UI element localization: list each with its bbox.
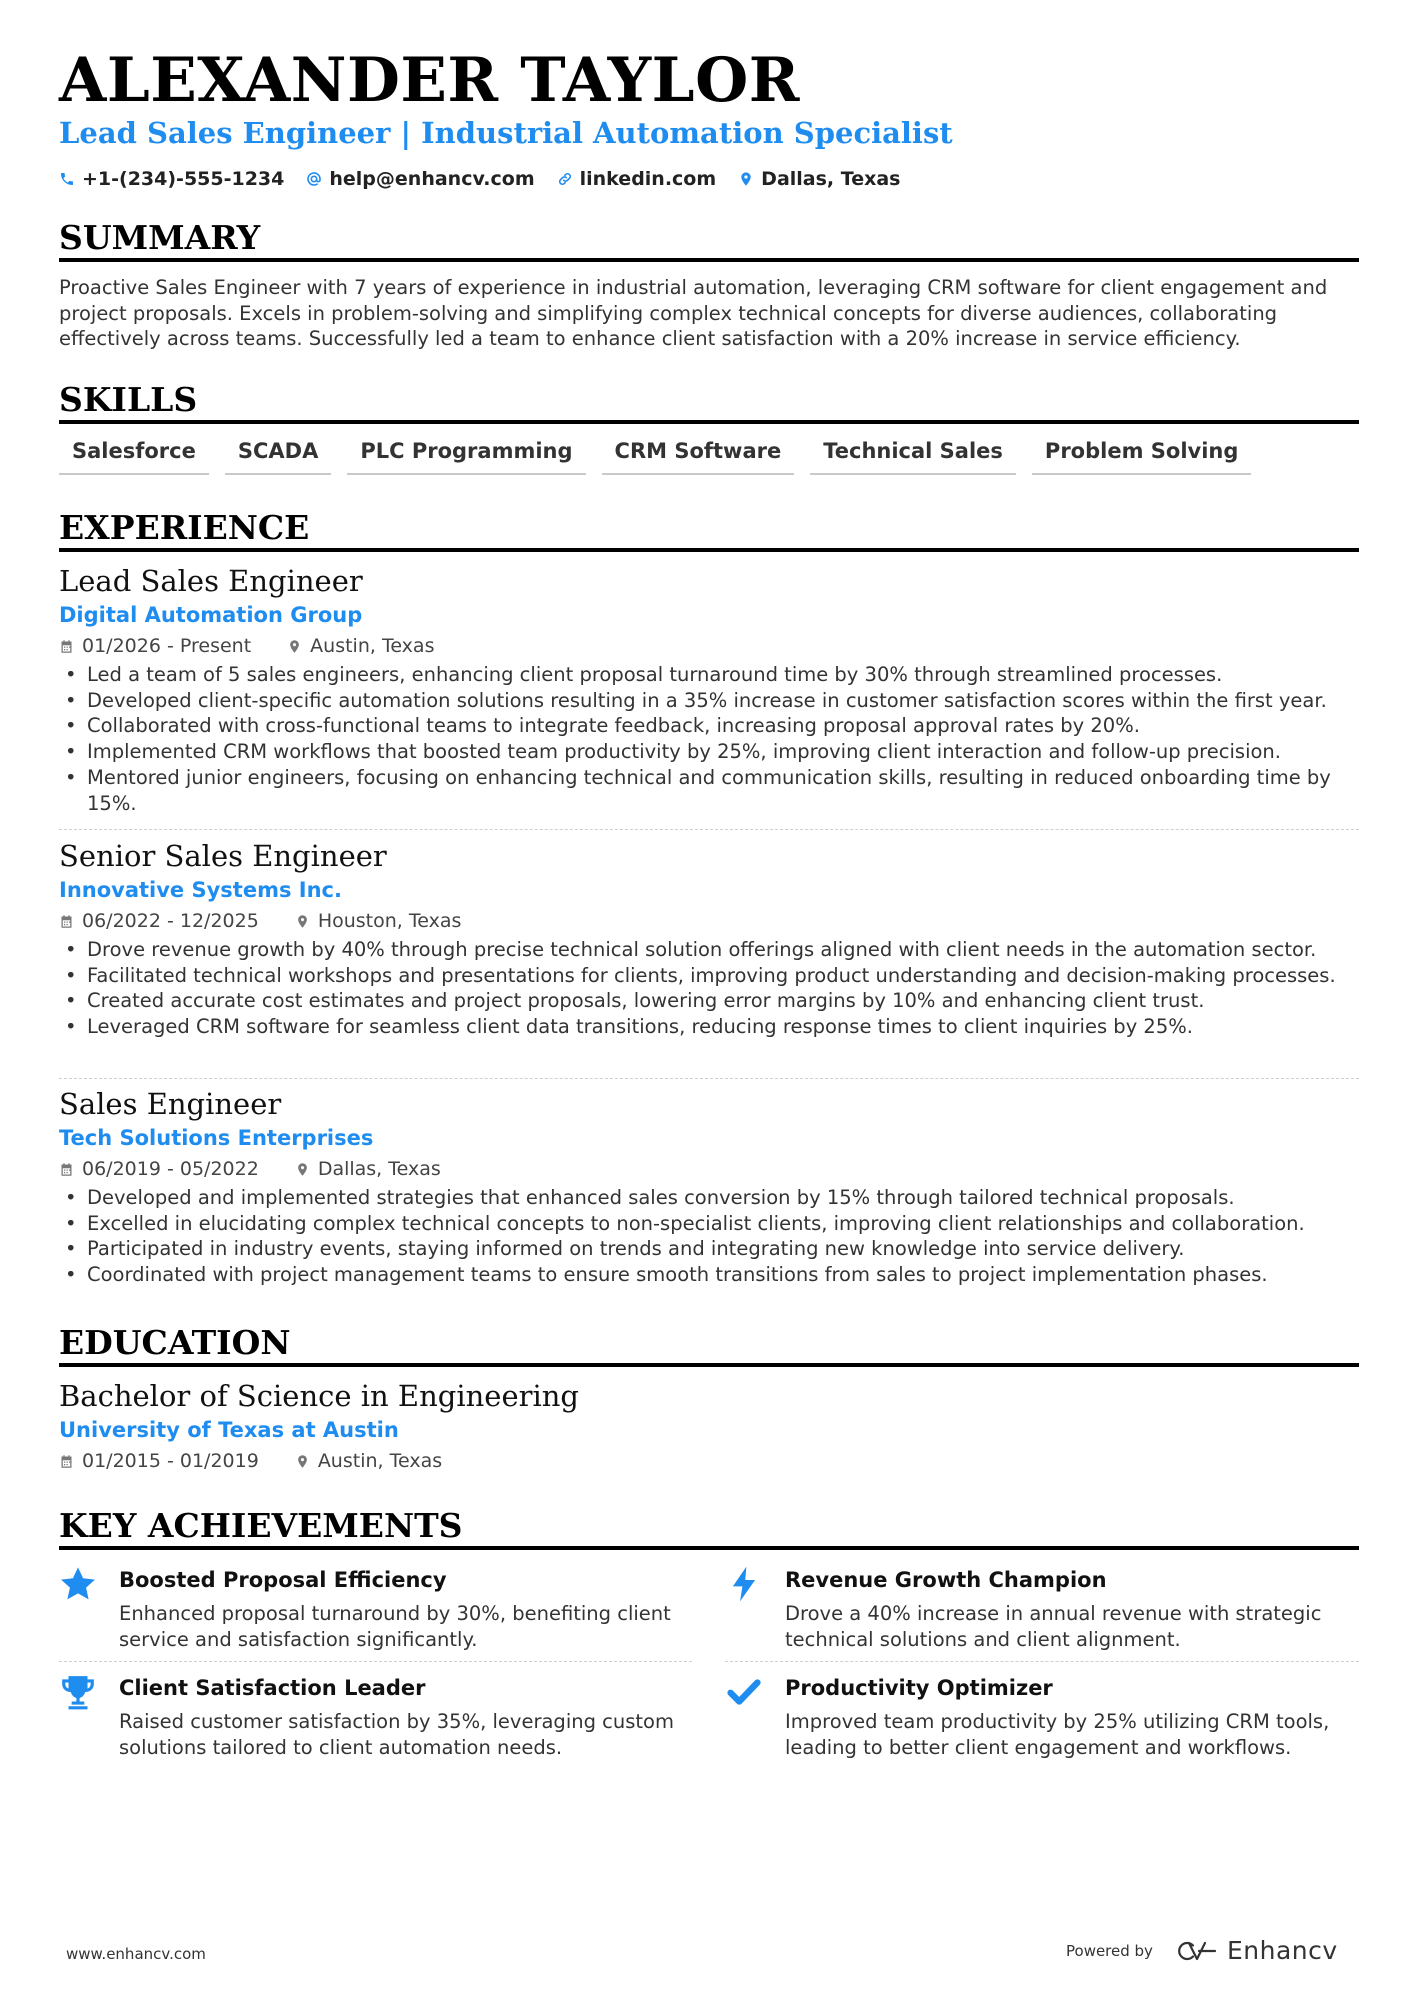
- powered-by-label: Powered by: [1066, 1941, 1153, 1960]
- bullet-item: • Developed client-specific automation solutions resulting in a 35% increase in customer satisfaction scores within the first year.: [59, 688, 1359, 714]
- achievement-title: Productivity Optimizer: [785, 1676, 1053, 1700]
- phone-icon: [59, 171, 75, 187]
- achievement-title: Boosted Proposal Efficiency: [119, 1568, 447, 1592]
- contact-linkedin[interactable]: [557, 168, 717, 190]
- bullet-item: • Mentored junior engineers, focusing on enhancing technical and communication skills, resulting in reduced onboarding time by 15%.: [59, 765, 1359, 816]
- contact-phone[interactable]: [59, 168, 284, 190]
- candidate-headline: Lead Sales Engineer | Industrial Automation Specialist: [59, 116, 953, 150]
- phone-text: +1-(234)-555-1234: [82, 168, 285, 190]
- education-location: Austin, Texas: [317, 1450, 443, 1472]
- degree-title: Bachelor of Science in Engineering: [59, 1379, 579, 1413]
- calendar-icon: [59, 914, 74, 929]
- calendar-icon: [59, 1454, 74, 1469]
- star-icon: [59, 1565, 97, 1603]
- education-meta: [59, 1446, 1359, 1476]
- email-text: help@enhancv.com: [329, 168, 535, 190]
- job-dates: 06/2019 - 05/2022: [82, 1158, 259, 1180]
- skill-tag: PLC Programming: [347, 437, 585, 475]
- linkedin-text: linkedin.com: [579, 168, 717, 190]
- lightning-icon: [725, 1565, 763, 1603]
- job-location: Dallas, Texas: [317, 1158, 441, 1180]
- bullet-item: • Leveraged CRM software for seamless client data transitions, reducing response times to client inquiries by 25%.: [59, 1014, 1359, 1040]
- job-entry: [59, 563, 1359, 816]
- trophy-icon: [59, 1673, 97, 1711]
- achievement-separator: [59, 1661, 692, 1662]
- location-pin-icon: [287, 639, 302, 654]
- achievement-text: Drove a 40% increase in annual revenue with strategic technical solutions and client alignment.: [785, 1602, 1322, 1651]
- enhancv-brand-text: Enhancv: [1226, 1936, 1338, 1965]
- location-pin-icon: [295, 1454, 310, 1469]
- skill-tag: CRM Software: [602, 437, 795, 475]
- enhancv-logo-icon: [1173, 1939, 1219, 1963]
- bullet-item: • Implemented CRM workflows that boosted team productivity by 25%, improving client interaction and follow-up precision.: [59, 739, 1359, 765]
- bullet-item: • Developed and implemented strategies that enhanced sales conversion by 15% through tailored technical proposals.: [59, 1185, 1359, 1211]
- contact-email[interactable]: [306, 168, 534, 190]
- skill-tag: SCADA: [225, 437, 331, 475]
- experience-heading: EXPERIENCE: [59, 510, 1359, 552]
- achievement-title: Revenue Growth Champion: [785, 1568, 1107, 1592]
- job-separator: [59, 829, 1359, 830]
- checkmark-icon: [725, 1673, 763, 1711]
- skills-heading: SKILLS: [59, 382, 1359, 424]
- achievement-text: Enhanced proposal turnaround by 30%, benefiting client service and satisfaction significantly.: [119, 1602, 671, 1651]
- bullet-item: • Excelled in elucidating complex technical concepts to non-specialist clients, improving client relationships and collaboration.: [59, 1211, 1359, 1237]
- achievements-heading: KEY ACHIEVEMENTS: [59, 1508, 1359, 1550]
- enhancv-logo[interactable]: [1173, 1936, 1338, 1965]
- footer-website[interactable]: www.enhancv.com: [66, 1945, 206, 1963]
- job-company: Digital Automation Group: [59, 603, 363, 627]
- education-heading: EDUCATION: [59, 1325, 1359, 1367]
- at-icon: [306, 171, 322, 187]
- education-dates: 01/2015 - 01/2019: [82, 1450, 259, 1472]
- job-separator: [59, 1078, 1359, 1079]
- job-title: Lead Sales Engineer: [59, 564, 363, 598]
- bullet-item: • Facilitated technical workshops and presentations for clients, improving product understanding and decision-making processes.: [59, 963, 1359, 989]
- job-meta: [59, 631, 1359, 661]
- job-bullets: [59, 662, 1359, 816]
- job-meta: [59, 1154, 1359, 1184]
- bullet-item: • Drove revenue growth by 40% through precise technical solution offerings aligned with client needs in the automation sector.: [59, 937, 1359, 963]
- summary-text: Proactive Sales Engineer with 7 years of experience in industrial automation, leveraging CRM software for client engagement and project proposals. Excels in problem-solving and simplifying complex technical concepts for diverse audiences, collaborating effectively across teams. Successfully led a team to enhance client satisfaction with a 20% increase in service efficiency.: [59, 276, 1328, 350]
- job-company: Tech Solutions Enterprises: [59, 1126, 374, 1150]
- candidate-name: ALEXANDER TAYLOR: [59, 45, 800, 116]
- location-pin-icon: [295, 914, 310, 929]
- achievement-text: Improved team productivity by 25% utilizing CRM tools, leading to better client engagement and workflows.: [785, 1710, 1330, 1759]
- location-text: Dallas, Texas: [761, 168, 901, 190]
- contact-row: [59, 168, 900, 190]
- bullet-item: • Coordinated with project management teams to ensure smooth transitions from sales to project implementation phases.: [59, 1262, 1359, 1288]
- calendar-icon: [59, 639, 74, 654]
- job-dates: 01/2026 - Present: [82, 635, 252, 657]
- contact-location: [738, 168, 900, 190]
- bullet-item: • Collaborated with cross-functional teams to integrate feedback, increasing proposal approval rates by 20%.: [59, 713, 1359, 739]
- job-title: Sales Engineer: [59, 1087, 282, 1121]
- job-entry: [59, 838, 1359, 1040]
- achievement-title: Client Satisfaction Leader: [119, 1676, 426, 1700]
- link-icon: [557, 171, 573, 187]
- job-location: Houston, Texas: [317, 910, 462, 932]
- skill-tag: Problem Solving: [1032, 437, 1251, 475]
- job-meta: [59, 906, 1359, 936]
- skills-list: [59, 437, 1251, 475]
- job-bullets: [59, 937, 1359, 1040]
- skill-tag: Salesforce: [59, 437, 209, 475]
- job-dates: 06/2022 - 12/2025: [82, 910, 259, 932]
- education-entry: [59, 1378, 1359, 1476]
- location-pin-icon: [295, 1162, 310, 1177]
- job-bullets: [59, 1185, 1359, 1288]
- location-pin-icon: [738, 171, 754, 187]
- job-company: Innovative Systems Inc.: [59, 878, 342, 902]
- job-location: Austin, Texas: [310, 635, 435, 657]
- bullet-item: • Created accurate cost estimates and project proposals, lowering error margins by 10% and enhancing client trust.: [59, 988, 1359, 1014]
- bullet-item: • Led a team of 5 sales engineers, enhancing client proposal turnaround time by 30% through streamlined processes.: [59, 662, 1359, 688]
- calendar-icon: [59, 1162, 74, 1177]
- achievement-text: Raised customer satisfaction by 35%, leveraging custom solutions tailored to client automation needs.: [119, 1710, 674, 1759]
- bullet-item: • Participated in industry events, staying informed on trends and integrating new knowledge into service delivery.: [59, 1236, 1359, 1262]
- footer-branding: [1066, 1936, 1338, 1965]
- summary-heading: SUMMARY: [59, 220, 1359, 262]
- achievement-separator: [725, 1661, 1359, 1662]
- job-title: Senior Sales Engineer: [59, 839, 387, 873]
- job-entry: [59, 1086, 1359, 1288]
- skill-tag: Technical Sales: [810, 437, 1016, 475]
- school-name: University of Texas at Austin: [59, 1418, 399, 1442]
